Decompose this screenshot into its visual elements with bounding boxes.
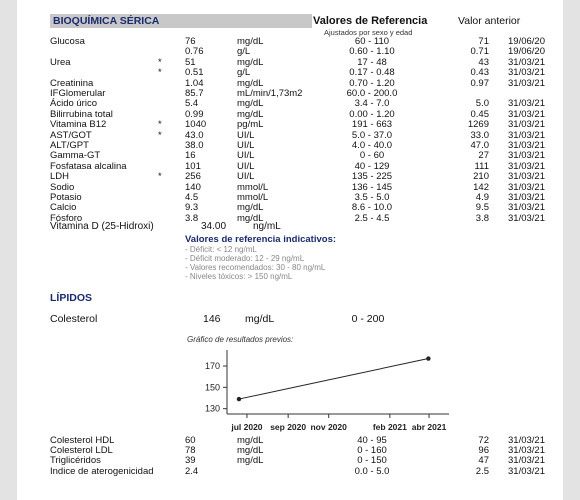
out-of-range-marker: * bbox=[158, 56, 162, 68]
result-unit: mg/dL bbox=[237, 455, 264, 467]
data-point bbox=[426, 356, 430, 360]
result-value: 3.8 bbox=[185, 212, 199, 224]
result-unit: mmol/L bbox=[237, 192, 269, 203]
cholesterol-reference: 0 - 200 bbox=[351, 313, 385, 325]
chart-caption: Gráfico de resultados previos: bbox=[187, 335, 294, 344]
result-value: 76 bbox=[185, 36, 196, 47]
result-unit: UI/L bbox=[237, 160, 255, 172]
reference-range: 0.00 - 1.20 bbox=[349, 108, 395, 120]
previous-value: 111 bbox=[474, 160, 489, 172]
previous-date: 31/03/21 bbox=[508, 98, 545, 110]
result-unit: mg/dL bbox=[237, 435, 264, 446]
reference-range: 0.17 - 0.48 bbox=[349, 67, 395, 79]
previous-value-header: Valor anterior bbox=[458, 15, 521, 27]
out-of-range-marker: * bbox=[158, 119, 162, 131]
reference-range: 0.60 - 1.10 bbox=[349, 46, 395, 58]
test-name: Colesterol HDL bbox=[50, 435, 115, 446]
test-name: Bilirrubina total bbox=[50, 108, 113, 120]
previous-value: 71 bbox=[478, 36, 489, 47]
test-name: Gamma-GT bbox=[50, 150, 101, 162]
previous-value: 2.5 bbox=[475, 465, 489, 477]
result-value: 4.5 bbox=[185, 192, 199, 203]
reference-range: 0 - 60 bbox=[359, 150, 385, 162]
test-name: Vitamina B12 bbox=[50, 119, 107, 131]
reference-range: 191 - 663 bbox=[351, 119, 393, 131]
reference-range: 17 - 48 bbox=[357, 56, 387, 68]
vitamin-d-value: 34.00 bbox=[201, 221, 227, 232]
previous-date: 31/03/21 bbox=[508, 465, 545, 477]
data-point bbox=[237, 397, 241, 401]
result-row bbox=[17, 99, 563, 109]
result-row bbox=[17, 467, 563, 477]
test-name: IFGlomerular bbox=[50, 88, 106, 99]
reference-range: 2.5 - 4.5 bbox=[354, 212, 390, 224]
previous-date: 31/03/21 bbox=[508, 192, 545, 203]
test-name: Creatinina bbox=[50, 77, 94, 89]
previous-date: 31/03/21 bbox=[508, 435, 545, 446]
result-unit: mg/dL bbox=[237, 212, 264, 224]
previous-value: 47 bbox=[478, 455, 489, 467]
reference-range: 40 - 129 bbox=[354, 160, 390, 172]
result-unit: UI/L bbox=[237, 150, 255, 162]
test-name: Fósforo bbox=[50, 212, 83, 224]
previous-value: 0.71 bbox=[470, 46, 489, 58]
reference-range: 0 - 160 bbox=[357, 445, 387, 457]
result-value: 140 bbox=[185, 181, 201, 193]
previous-date: 31/03/21 bbox=[508, 77, 545, 89]
previous-value: 72 bbox=[478, 435, 489, 446]
y-tick-label: 170 bbox=[204, 361, 220, 371]
result-unit: mg/dL bbox=[237, 36, 264, 47]
result-unit: UI/L bbox=[237, 171, 255, 183]
test-name: Urea bbox=[50, 56, 71, 68]
previous-date: 31/03/21 bbox=[508, 171, 545, 183]
x-tick-label: feb 2021 bbox=[372, 422, 407, 432]
test-name: Fosfatasa alcalina bbox=[50, 160, 127, 172]
result-unit: mg/dL bbox=[237, 77, 264, 89]
result-value: 60 bbox=[185, 435, 196, 446]
result-value: 78 bbox=[185, 445, 196, 457]
previous-value: 0.97 bbox=[470, 77, 489, 89]
result-unit: mmol/L bbox=[237, 181, 269, 193]
result-row bbox=[17, 172, 563, 182]
previous-value: 210 bbox=[473, 171, 489, 183]
reference-range: 60.0 - 200.0 bbox=[346, 88, 398, 99]
previous-date: 31/03/21 bbox=[508, 119, 545, 131]
result-unit: UI/L bbox=[237, 140, 255, 151]
test-name: Glucosa bbox=[50, 36, 85, 47]
result-value: 38.0 bbox=[185, 140, 204, 151]
reference-range: 0.70 - 1.20 bbox=[349, 77, 395, 89]
result-value: 85.7 bbox=[185, 88, 204, 99]
test-name: LDH bbox=[50, 171, 70, 183]
x-tick-label: abr 2021 bbox=[411, 422, 447, 432]
previous-date: 31/03/21 bbox=[508, 181, 545, 193]
result-value: 39 bbox=[185, 455, 196, 467]
result-row bbox=[17, 68, 563, 78]
previous-value: 47.0 bbox=[470, 140, 489, 151]
previous-date: 19/06/20 bbox=[508, 46, 545, 58]
cholesterol-history-chart bbox=[167, 344, 457, 436]
reference-range: 135 - 225 bbox=[351, 171, 393, 183]
result-value: 16 bbox=[185, 150, 196, 162]
result-row bbox=[17, 120, 563, 130]
previous-date: 31/03/21 bbox=[508, 160, 545, 172]
result-value: 9.3 bbox=[185, 202, 199, 214]
result-value: 0.76 bbox=[185, 46, 204, 58]
result-value: 5.4 bbox=[185, 98, 199, 110]
reference-values-subheader: Ajustados por sexo y edad bbox=[324, 28, 413, 37]
vitamin-d-name: Vitamina D (25-Hidroxi) bbox=[50, 221, 154, 232]
result-unit: UI/L bbox=[237, 129, 255, 141]
previous-value: 0.43 bbox=[470, 67, 489, 79]
y-tick-label: 150 bbox=[204, 382, 220, 393]
previous-date: 31/03/21 bbox=[508, 212, 545, 224]
result-value: 256 bbox=[185, 171, 201, 183]
previous-date: 31/03/21 bbox=[508, 67, 545, 79]
reference-range: 3.4 - 7.0 bbox=[354, 98, 390, 110]
cholesterol-value: 146 bbox=[203, 313, 221, 325]
result-row bbox=[17, 456, 563, 466]
result-value: 51 bbox=[185, 56, 196, 68]
result-unit: mg/dL bbox=[237, 98, 264, 110]
reference-range: 4.0 - 40.0 bbox=[351, 140, 393, 151]
previous-date: 31/03/21 bbox=[508, 445, 545, 457]
result-unit: g/L bbox=[237, 67, 251, 79]
result-unit: g/L bbox=[237, 46, 251, 58]
previous-value: 3.8 bbox=[475, 212, 489, 224]
test-name: AST/GOT bbox=[50, 129, 92, 141]
previous-date: 31/03/21 bbox=[508, 140, 545, 151]
test-name: Calcio bbox=[50, 202, 77, 214]
previous-value: 9.5 bbox=[475, 202, 489, 214]
indicative-value-item: - Déficit moderado: 12 - 29 ng/mL bbox=[185, 254, 305, 263]
previous-date: 31/03/21 bbox=[508, 56, 545, 68]
reference-values-header: Valores de Referencia bbox=[313, 15, 428, 27]
previous-date: 31/03/21 bbox=[508, 150, 545, 162]
result-row bbox=[17, 47, 563, 57]
test-name: Indice de aterogenicidad bbox=[50, 465, 154, 477]
indicative-value-item: - Valores recomendados: 30 - 80 ng/mL bbox=[185, 263, 326, 272]
reference-range: 40 - 95 bbox=[357, 435, 387, 446]
result-value: 0.51 bbox=[185, 67, 204, 79]
biochem-section-title: BIOQUÍMICA SÉRICA bbox=[53, 15, 160, 27]
test-name: Triglicéridos bbox=[50, 455, 101, 467]
previous-value: 1269 bbox=[467, 119, 489, 131]
reference-range: 60 - 110 bbox=[354, 36, 390, 47]
previous-value: 27 bbox=[478, 150, 489, 162]
previous-value: 96 bbox=[478, 445, 489, 457]
previous-value: 43 bbox=[478, 56, 489, 68]
test-name: Potasio bbox=[50, 192, 82, 203]
test-name: Colesterol LDL bbox=[50, 445, 113, 457]
previous-date: 31/03/21 bbox=[508, 202, 545, 214]
lipids-section-title: LÍPIDOS bbox=[50, 292, 93, 304]
reference-range: 136 - 145 bbox=[351, 181, 393, 193]
result-unit: mg/dL bbox=[237, 108, 264, 120]
result-value: 0.99 bbox=[185, 108, 204, 120]
reference-range: 5.0 - 37.0 bbox=[351, 129, 393, 141]
result-value: 1.04 bbox=[185, 77, 204, 89]
result-value: 101 bbox=[185, 160, 201, 172]
result-unit: pg/mL bbox=[237, 119, 264, 131]
test-name: ALT/GPT bbox=[50, 140, 89, 151]
cholesterol-unit: mg/dL bbox=[245, 313, 275, 325]
vitamin-d-row bbox=[17, 222, 563, 232]
test-name: Sodio bbox=[50, 181, 75, 193]
result-row bbox=[17, 203, 563, 213]
previous-date: 31/03/21 bbox=[508, 455, 545, 467]
vitamin-d-unit: ng/mL bbox=[253, 221, 281, 232]
reference-range: 0.0 - 5.0 bbox=[354, 465, 390, 477]
result-value: 2.4 bbox=[185, 465, 199, 477]
x-tick-label: nov 2020 bbox=[310, 422, 347, 432]
out-of-range-marker: * bbox=[158, 171, 162, 183]
result-unit: mg/dL bbox=[237, 56, 264, 68]
result-unit: mL/min/1,73m2 bbox=[237, 88, 303, 99]
previous-date: 19/06/20 bbox=[508, 36, 545, 47]
result-value: 1040 bbox=[185, 119, 207, 131]
previous-date: 31/03/21 bbox=[508, 108, 545, 120]
y-tick-label: 130 bbox=[204, 403, 220, 414]
previous-value: 5.0 bbox=[475, 98, 489, 110]
previous-value: 33.0 bbox=[470, 129, 489, 141]
result-value: 43.0 bbox=[185, 129, 204, 141]
result-unit: mg/dL bbox=[237, 202, 264, 214]
out-of-range-marker: * bbox=[158, 67, 162, 79]
reference-range: 3.5 - 5.0 bbox=[354, 192, 390, 203]
reference-range: 8.6 - 10.0 bbox=[351, 202, 393, 214]
test-name: Ácido úrico bbox=[50, 98, 97, 110]
x-tick-label: sep 2020 bbox=[270, 422, 307, 432]
previous-value: 142 bbox=[473, 181, 489, 193]
reference-range: 0 - 150 bbox=[357, 455, 387, 467]
cholesterol-name: Colesterol bbox=[50, 313, 98, 325]
result-row bbox=[17, 151, 563, 161]
indicative-value-item: - Déficit: < 12 ng/mL bbox=[185, 245, 257, 254]
cholesterol-row bbox=[17, 314, 563, 326]
out-of-range-marker: * bbox=[158, 129, 162, 141]
result-unit: mg/dL bbox=[237, 445, 264, 457]
previous-value: 0.45 bbox=[470, 108, 489, 120]
previous-value: 4.9 bbox=[475, 192, 489, 203]
lab-report-page bbox=[17, 0, 563, 500]
indicative-values-title: Valores de referencia indicativos: bbox=[185, 234, 337, 245]
series-line bbox=[239, 359, 428, 400]
indicative-value-item: - Niveles tóxicos: > 150 ng/mL bbox=[185, 272, 293, 281]
x-tick-label: jul 2020 bbox=[231, 422, 263, 432]
previous-date: 31/03/21 bbox=[508, 129, 545, 141]
